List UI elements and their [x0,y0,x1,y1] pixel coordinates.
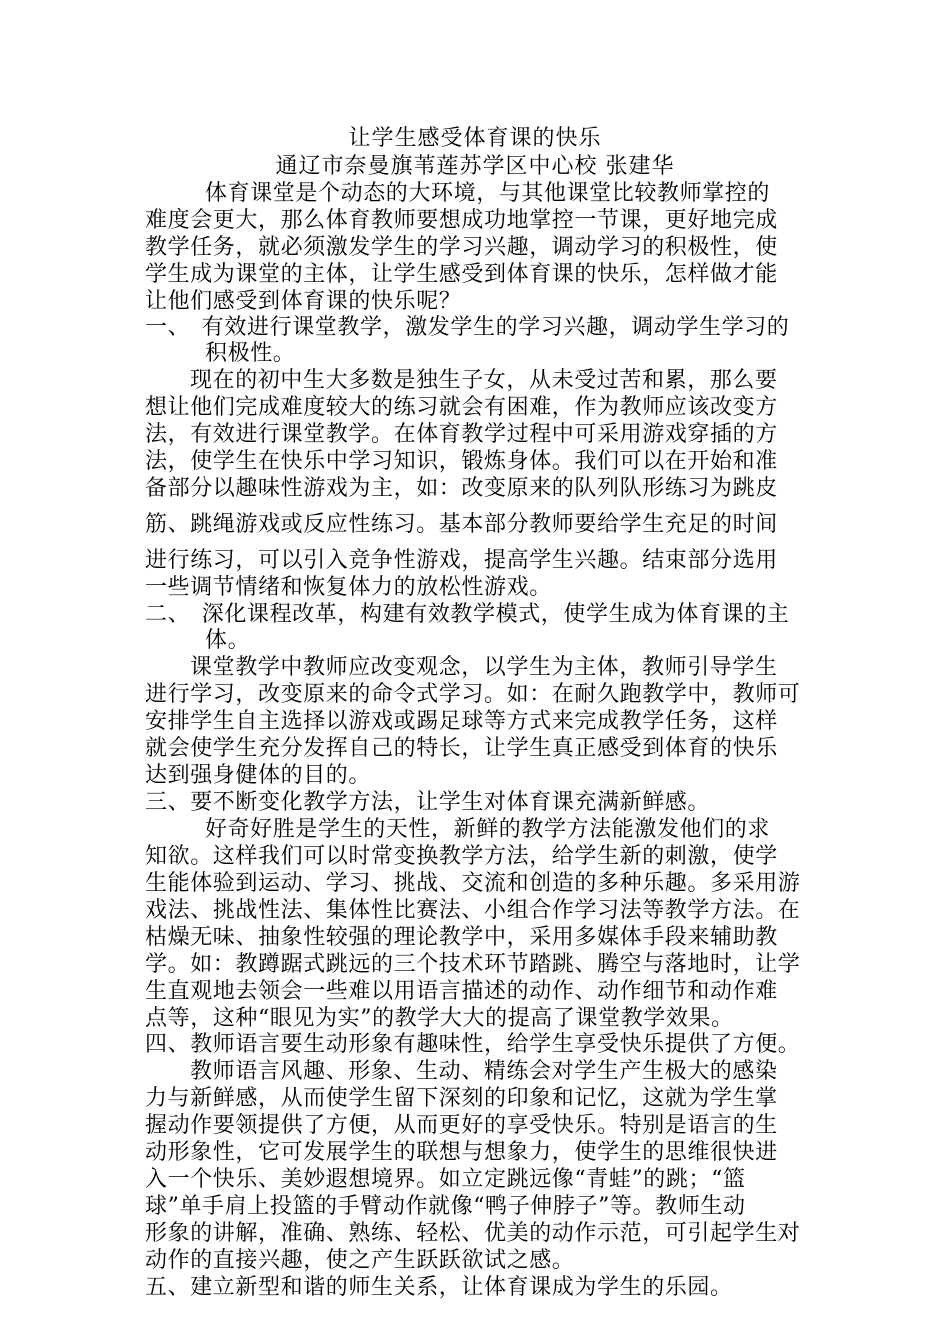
paragraph-line: 握动作要领提供了方便，从而更好的享受快乐。特别是语言的生 [145,1113,778,1138]
paragraph-line: 枯燥无味、抽象性较强的理论教学中，采用多媒体手段来辅助教 [145,925,778,950]
section-heading: 三、要不断变化教学方法，让学生对体育课充满新鲜感。 [145,790,711,815]
paragraph-line: 体育课堂是个动态的大环境，与其他课堂比较教师掌控的 [205,181,771,206]
paragraph-line: 生直观地去领会一些难以用语言描述的动作、动作细节和动作难 [145,979,778,1004]
paragraph-line: 让他们感受到体育课的快乐呢？ [145,289,462,314]
section-heading: 五、建立新型和谐的师生关系，让体育课成为学生的乐园。 [145,1275,733,1300]
author-byline: 通辽市奈曼旗苇莲苏学区中心校 张建华 [275,154,675,179]
paragraph-line: 法，使学生在快乐中学习知识，锻炼身体。我们可以在开始和准 [145,449,778,474]
paragraph-line: 教师语言风趣、形象、生动、精练会对学生产生极大的感染 [190,1059,778,1084]
paragraph-line: 生能体验到运动、学习、挑战、交流和创造的多种乐趣。多采用游 [145,871,801,896]
paragraph-line: 一些调节情绪和恢复体力的放松性游戏。 [145,575,552,600]
paragraph-line: 学生成为课堂的主体，让学生感受到体育课的快乐，怎样做才能 [145,262,778,287]
paragraph-line: 教学任务，就必须激发学生的学习兴趣，调动学习的积极性，使 [145,235,778,260]
section-heading: 二、 深化课程改革，构建有效教学模式，使学生成为体育课的主 [145,602,790,627]
paragraph-line: 动形象性，它可发展学生的联想与想象力，使学生的思维很快进 [145,1140,778,1165]
section-heading: 一、 有效进行课堂教学，激发学生的学习兴趣，调动学生学习的 [145,315,790,340]
paragraph-line: 知欲。这样我们可以时常变换教学方法，给学生新的刺激，使学 [145,844,778,869]
paragraph-line: 想让他们完成难度较大的练习就会有困难，作为教师应该改变方 [145,395,778,420]
paragraph-line: 学。如：教蹲踞式跳远的三个技术环节踏跳、腾空与落地时，让学 [145,952,801,977]
paragraph-line: 进行学习，改变原来的命令式学习。如：在耐久跑教学中，教师可 [145,682,801,707]
paragraph-line: 现在的初中生大多数是独生子女，从未受过苦和累，那么要 [190,368,778,393]
paragraph-line: 进行练习，可以引入竞争性游戏，提高学生兴趣。结束部分选用 [145,548,778,573]
paragraph-line: 备部分以趣味性游戏为主，如：改变原来的队列队形练习为跳皮 [145,476,778,501]
paragraph-line: 戏法、挑战性法、集体性比赛法、小组合作学习法等教学方法。在 [145,898,801,923]
paragraph-line: 筋、跳绳游戏或反应性练习。基本部分教师要给学生充足的时间 [145,512,778,537]
paragraph-line: 达到强身健体的目的。 [145,763,372,788]
paragraph-line: 法，有效进行课堂教学。在体育教学过程中可采用游戏穿插的方 [145,422,778,447]
document-title: 让学生感受体育课的快乐 [348,126,602,151]
section-heading: 四、教师语言要生动形象有趣味性，给学生享受快乐提供了方便。 [145,1032,801,1057]
paragraph-line: 球”单手肩上投篮的手臂动作就像“鸭子伸脖子”等。教师生动 [145,1194,746,1219]
paragraph-line: 入一个快乐、美妙遐想境界。如立定跳远像“青蛙”的跳；“篮 [145,1167,746,1192]
paragraph-line: 点等，这种“眼见为实”的教学大大的提高了课堂教学效果。 [145,1006,734,1031]
paragraph-line: 课堂教学中教师应改变观念，以学生为主体，教师引导学生 [190,655,778,680]
paragraph-line: 好奇好胜是学生的天性，新鲜的教学方法能激发他们的求 [205,817,771,842]
paragraph-line: 安排学生自主选择以游戏或踢足球等方式来完成教学任务，这样 [145,709,778,734]
paragraph-line: 就会使学生充分发挥自己的特长，让学生真正感受到体育的快乐 [145,736,778,761]
paragraph-line: 形象的讲解，准确、熟练、轻松、优美的动作示范，可引起学生对 [145,1221,801,1246]
section-heading-continued: 积极性。 [205,341,296,366]
section-heading-continued: 体。 [205,628,251,653]
paragraph-line: 力与新鲜感，从而使学生留下深刻的印象和记忆，这就为学生掌 [145,1086,778,1111]
paragraph-line: 难度会更大，那么体育教师要想成功地掌控一节课，更好地完成 [145,208,778,233]
paragraph-line: 动作的直接兴趣，使之产生跃跃欲试之感。 [145,1248,575,1273]
